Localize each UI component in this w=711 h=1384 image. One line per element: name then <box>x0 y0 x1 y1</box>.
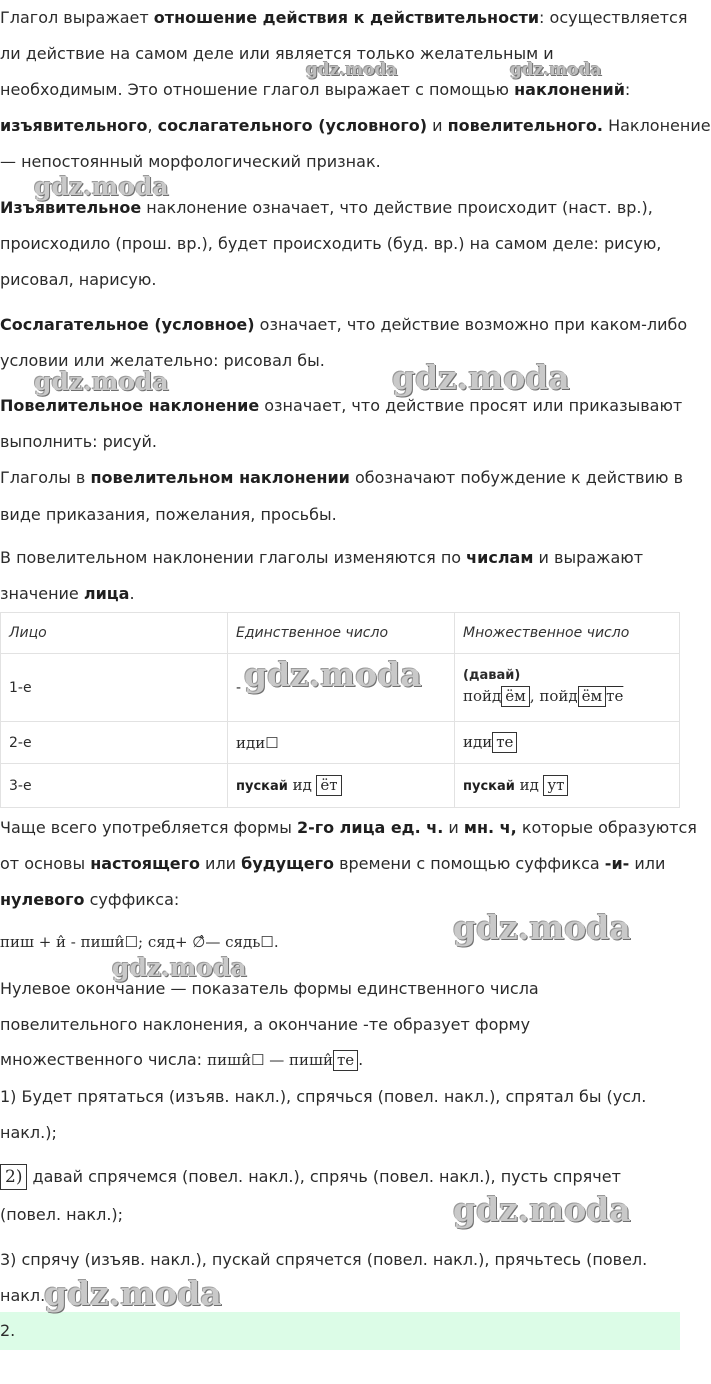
cell-plural: пускай ид ут <box>455 764 680 808</box>
header-plural: Множественное число <box>455 613 680 654</box>
cell-singular: - <box>228 654 455 722</box>
p1-line4: изъявительного, сослагательного (условного) и повелительного. Наклонение <box>0 116 711 135</box>
cell-person: 2-е <box>1 722 228 764</box>
answer2-line2: (повел. накл.); <box>0 1205 124 1224</box>
p2-line2: происходило (прош. вр.), будет происходить (буд. вр.) на самом деле: рисую, <box>0 234 662 253</box>
cell-person: 3-е <box>1 764 228 808</box>
watermark: gdz.moda <box>44 1274 222 1313</box>
answer2-line1: 2) давай спрячемся (повел. накл.), спрячь (повел. накл.), пусть спрячет <box>0 1164 680 1190</box>
watermark: gdz.moda <box>392 358 570 397</box>
p4-line2: выполнить: рисуй. <box>0 432 157 451</box>
table-row <box>1 764 680 808</box>
watermark: gdz.moda <box>34 172 169 201</box>
p8-line3: множественного числа: пиши̂☐ — пиши̂ те . <box>0 1050 364 1069</box>
formula: пиш + и̂ - пиши̂☐; сяд+ ∅̂— сядь☐. <box>0 933 279 951</box>
watermark: gdz.moda <box>453 1190 631 1229</box>
p2-line1: Изъявительное наклонение означает, что действие происходит (наст. вр.), <box>0 198 653 217</box>
watermark: gdz.moda <box>244 655 422 694</box>
cell-plural <box>455 654 680 722</box>
p1-line5: — непостоянный морфологический признак. <box>0 152 381 171</box>
header-person: Лицо <box>1 613 228 654</box>
header-singular: Единственное число <box>228 613 455 654</box>
cell-person: 1-е <box>1 654 228 722</box>
cell-singular: пускай ид ёт <box>228 764 455 808</box>
table-row <box>1 722 680 764</box>
watermark: gdz.moda <box>34 367 169 396</box>
cell-plural-davay: (давай) <box>463 668 521 683</box>
cell-plural: иди те <box>455 722 680 764</box>
p1-line2: ли действие на самом деле или является только желательным и <box>0 44 554 63</box>
p6-line1: В повелительном наклонении глаголы изменяются по числам и выражают <box>0 548 644 567</box>
watermark: gdz.moda <box>112 953 247 982</box>
p6-line2: значение лица. <box>0 584 135 603</box>
cell-plural-forms: пойд ём , пойд ём те <box>463 687 624 705</box>
next-item-label[interactable]: 2. <box>0 1321 16 1340</box>
p7-line3: нулевого суффикса: <box>0 890 180 909</box>
p3-line2: условии или желательно: рисовал бы. <box>0 351 325 370</box>
p5-line2: виде приказания, пожелания, просьбы. <box>0 505 337 524</box>
p7-line2: от основы настоящего или будущего времени с помощью суффикса -и- или <box>0 854 666 873</box>
p2-line3: рисовал, нарисую. <box>0 270 157 289</box>
p1-line3: необходимым. Это отношение глагол выражает с помощью наклонений: <box>0 80 631 99</box>
watermark: gdz.moda <box>453 908 631 947</box>
p7-line1: Чаще всего употребляется формы 2-го лица ед. ч. и мн. ч, которые образуются <box>0 818 697 837</box>
p3-line1: Сослагательное (условное) означает, что действие возможно при каком-либо <box>0 315 688 334</box>
answer1-line1: 1) Будет прятаться (изъяв. накл.), спрячься (повел. накл.), спрятал бы (усл. <box>0 1087 647 1106</box>
watermark: gdz.moda <box>510 60 602 80</box>
p8-line1: Нулевое окончание — показатель формы единственного числа <box>0 979 539 998</box>
answer1-line2: накл.); <box>0 1123 57 1142</box>
table-header-row <box>1 613 680 654</box>
answer2-number: 2) <box>0 1164 27 1190</box>
p1-line1: Глагол выражает отношение действия к действительности: осуществляется <box>0 8 688 27</box>
watermark: gdz.moda <box>306 60 398 80</box>
answer3-line1: 3) спрячу (изъяв. накл.), пускай спрячется (повел. накл.), прячьтесь (повел. <box>0 1250 648 1269</box>
imperative-table <box>0 612 680 808</box>
p4-line1: Повелительное наклонение означает, что действие просят или приказывают <box>0 396 683 415</box>
p8-line2: повелительного наклонения, а окончание -те образует форму <box>0 1015 531 1034</box>
cell-singular: иди☐ <box>228 722 455 764</box>
answer3-line2: накл. <box>0 1286 46 1305</box>
p5-line1: Глаголы в повелительном наклонении обозначают побуждение к действию в <box>0 468 683 487</box>
